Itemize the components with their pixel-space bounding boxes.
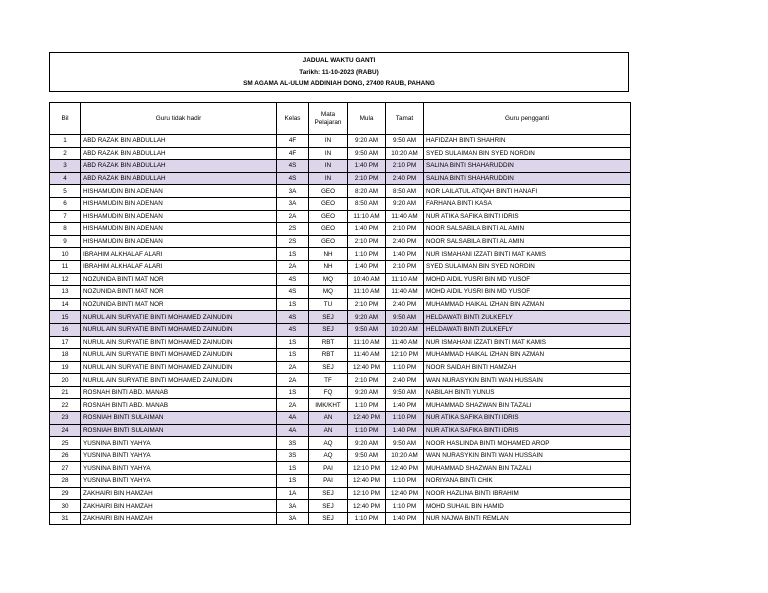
- cell-subject: TU: [309, 298, 348, 311]
- cell-start: 9:50 AM: [348, 323, 386, 336]
- cell-relief-teacher: NUR ATIKA SAFIKA BINTI IDRIS: [424, 412, 631, 425]
- cell-absent-teacher: ABD RAZAK BIN ABDULLAH: [81, 135, 277, 148]
- table-row: [50, 475, 631, 488]
- cell-subject: PAI: [309, 475, 348, 488]
- cell-end: 1:40 PM: [386, 248, 424, 261]
- table-row: [50, 147, 631, 160]
- cell-class: 3A: [277, 185, 309, 198]
- cell-bil: 20: [50, 374, 81, 387]
- cell-bil: 11: [50, 260, 81, 273]
- relief-table: [49, 102, 631, 525]
- cell-class: 4S: [277, 160, 309, 173]
- cell-start: 1:10 PM: [348, 399, 386, 412]
- cell-relief-teacher: NOOR SALSABILA BINTI AL AMIN: [424, 235, 631, 248]
- cell-class: 1S: [277, 462, 309, 475]
- cell-relief-teacher: HELDAWATI BINTI ZULKEFLY: [424, 311, 631, 324]
- cell-subject: IN: [309, 147, 348, 160]
- cell-start: 12:40 PM: [348, 500, 386, 513]
- cell-subject: SEJ: [309, 361, 348, 374]
- cell-absent-teacher: NOZUNIDA BINTI MAT NOR: [81, 273, 277, 286]
- cell-subject: RBT: [309, 336, 348, 349]
- cell-end: 2:40 PM: [386, 172, 424, 185]
- cell-relief-teacher: NUR NAJWA BINTI REMLAN: [424, 512, 631, 525]
- cell-absent-teacher: NOZUNIDA BINTI MAT NOR: [81, 286, 277, 299]
- cell-end: 1:40 PM: [386, 399, 424, 412]
- cell-start: 2:10 PM: [348, 172, 386, 185]
- cell-start: 8:50 AM: [348, 197, 386, 210]
- cell-class: 3A: [277, 500, 309, 513]
- cell-end: 1:10 PM: [386, 361, 424, 374]
- cell-absent-teacher: NURUL AIN SURYATIE BINTI MOHAMED ZAINUDIN: [81, 336, 277, 349]
- cell-end: 2:10 PM: [386, 260, 424, 273]
- cell-class: 1S: [277, 248, 309, 261]
- table-header-row: [50, 103, 631, 135]
- cell-end: 10:20 AM: [386, 449, 424, 462]
- cell-absent-teacher: NURUL AIN SURYATIE BINTI MOHAMED ZAINUDIN: [81, 349, 277, 362]
- cell-start: 12:10 PM: [348, 487, 386, 500]
- cell-relief-teacher: MUHAMMAD HAIKAL IZHAN BIN AZMAN: [424, 298, 631, 311]
- cell-subject: IMK/KHT: [309, 399, 348, 412]
- cell-bil: 18: [50, 349, 81, 362]
- cell-class: 1S: [277, 475, 309, 488]
- cell-end: 1:40 PM: [386, 512, 424, 525]
- cell-absent-teacher: ROSNIAH BINTI SULAIMAN: [81, 424, 277, 437]
- cell-relief-teacher: NOOR SAIDAH BINTI HAMZAH: [424, 361, 631, 374]
- cell-start: 1:40 PM: [348, 160, 386, 173]
- table-row: [50, 185, 631, 198]
- cell-end: 2:40 PM: [386, 298, 424, 311]
- cell-absent-teacher: IBRAHIM ALKHALAF ALARI: [81, 260, 277, 273]
- table-row: [50, 462, 631, 475]
- table-row: [50, 386, 631, 399]
- cell-end: 12:40 PM: [386, 462, 424, 475]
- cell-subject: GEO: [309, 185, 348, 198]
- cell-absent-teacher: ZAKHAIRI BIN HAMZAH: [81, 512, 277, 525]
- cell-bil: 21: [50, 386, 81, 399]
- cell-start: 1:10 PM: [348, 512, 386, 525]
- cell-start: 11:10 AM: [348, 336, 386, 349]
- cell-absent-teacher: HISHAMUDIN BIN ADENAN: [81, 210, 277, 223]
- table-row: [50, 298, 631, 311]
- cell-relief-teacher: MUHAMMAD SHAZWAN BIN TAZALI: [424, 399, 631, 412]
- cell-relief-teacher: NUR ISMAHANI IZZATI BINTI MAT KAMIS: [424, 336, 631, 349]
- cell-class: 2A: [277, 260, 309, 273]
- cell-relief-teacher: NOOR HASLINDA BINTI MOHAMED AROP: [424, 437, 631, 450]
- cell-subject: IN: [309, 172, 348, 185]
- table-row: [50, 500, 631, 513]
- cell-bil: 9: [50, 235, 81, 248]
- cell-subject: SEJ: [309, 512, 348, 525]
- cell-class: 3S: [277, 449, 309, 462]
- cell-class: 4S: [277, 323, 309, 336]
- cell-start: 9:20 AM: [348, 386, 386, 399]
- cell-absent-teacher: ABD RAZAK BIN ABDULLAH: [81, 147, 277, 160]
- cell-subject: SEJ: [309, 323, 348, 336]
- cell-bil: 23: [50, 412, 81, 425]
- cell-absent-teacher: ABD RAZAK BIN ABDULLAH: [81, 172, 277, 185]
- cell-relief-teacher: NUR ATIKA SAFIKA BINTI IDRIS: [424, 424, 631, 437]
- cell-class: 3A: [277, 197, 309, 210]
- cell-start: 9:50 AM: [348, 449, 386, 462]
- table-row: [50, 210, 631, 223]
- table-row: [50, 487, 631, 500]
- cell-absent-teacher: NURUL AIN SURYATIE BINTI MOHAMED ZAINUDIN: [81, 361, 277, 374]
- cell-end: 1:10 PM: [386, 412, 424, 425]
- cell-end: 9:20 AM: [386, 197, 424, 210]
- table-row: [50, 412, 631, 425]
- col-header-absent-teacher: Guru tidak hadir: [81, 103, 277, 135]
- cell-relief-teacher: WAN NURASYKIN BINTI WAN HUSSAIN: [424, 374, 631, 387]
- doc-title: JADUAL WAKTU GANTI: [302, 57, 376, 64]
- cell-relief-teacher: HELDAWATI BINTI ZULKEFLY: [424, 323, 631, 336]
- cell-subject: AQ: [309, 437, 348, 450]
- cell-bil: 26: [50, 449, 81, 462]
- cell-bil: 29: [50, 487, 81, 500]
- cell-end: 2:40 PM: [386, 374, 424, 387]
- table-row: [50, 235, 631, 248]
- table-row: [50, 160, 631, 173]
- cell-subject: SEJ: [309, 500, 348, 513]
- cell-bil: 28: [50, 475, 81, 488]
- table-row: [50, 424, 631, 437]
- table-row: [50, 349, 631, 362]
- cell-end: 11:10 AM: [386, 273, 424, 286]
- cell-start: 11:40 AM: [348, 349, 386, 362]
- cell-end: 2:40 PM: [386, 235, 424, 248]
- cell-bil: 24: [50, 424, 81, 437]
- cell-bil: 25: [50, 437, 81, 450]
- cell-subject: IN: [309, 135, 348, 148]
- cell-subject: MQ: [309, 273, 348, 286]
- cell-bil: 16: [50, 323, 81, 336]
- col-header-bil: Bil: [50, 103, 81, 135]
- cell-end: 1:10 PM: [386, 500, 424, 513]
- table-row: [50, 323, 631, 336]
- table-row: [50, 399, 631, 412]
- cell-absent-teacher: ZAKHAIRI BIN HAMZAH: [81, 500, 277, 513]
- table-row: [50, 512, 631, 525]
- cell-start: 1:40 PM: [348, 223, 386, 236]
- table-row: [50, 361, 631, 374]
- cell-absent-teacher: YUSNINA BINTI YAHYA: [81, 462, 277, 475]
- cell-start: 1:40 PM: [348, 260, 386, 273]
- cell-subject: GEO: [309, 223, 348, 236]
- cell-start: 9:50 AM: [348, 147, 386, 160]
- cell-end: 9:50 AM: [386, 386, 424, 399]
- cell-bil: 22: [50, 399, 81, 412]
- cell-absent-teacher: YUSNINA BINTI YAHYA: [81, 475, 277, 488]
- cell-bil: 4: [50, 172, 81, 185]
- cell-end: 2:10 PM: [386, 223, 424, 236]
- cell-class: 1S: [277, 386, 309, 399]
- cell-start: 2:10 PM: [348, 374, 386, 387]
- cell-start: 2:10 PM: [348, 235, 386, 248]
- table-row: [50, 197, 631, 210]
- cell-subject: GEO: [309, 235, 348, 248]
- table-row: [50, 223, 631, 236]
- cell-absent-teacher: NURUL AIN SURYATIE BINTI MOHAMED ZAINUDIN: [81, 374, 277, 387]
- cell-class: 1S: [277, 349, 309, 362]
- cell-end: 11:40 AM: [386, 286, 424, 299]
- cell-relief-teacher: SALINA BINTI SHAHARUDDIN: [424, 172, 631, 185]
- cell-subject: TF: [309, 374, 348, 387]
- cell-class: 4A: [277, 424, 309, 437]
- cell-subject: RBT: [309, 349, 348, 362]
- cell-relief-teacher: NORIYANA BINTI CHIK: [424, 475, 631, 488]
- cell-class: 2A: [277, 361, 309, 374]
- cell-class: 3S: [277, 437, 309, 450]
- cell-subject: PAI: [309, 462, 348, 475]
- cell-start: 12:40 PM: [348, 361, 386, 374]
- cell-subject: AQ: [309, 449, 348, 462]
- cell-start: 9:20 AM: [348, 311, 386, 324]
- cell-start: 12:10 PM: [348, 462, 386, 475]
- cell-end: 12:40 PM: [386, 487, 424, 500]
- table-row: [50, 374, 631, 387]
- cell-class: 1S: [277, 336, 309, 349]
- cell-end: 12:10 PM: [386, 349, 424, 362]
- table-row: [50, 437, 631, 450]
- col-header-class: Kelas: [277, 103, 309, 135]
- table-row: [50, 336, 631, 349]
- cell-class: 4S: [277, 286, 309, 299]
- cell-class: 2A: [277, 374, 309, 387]
- cell-class: 4F: [277, 147, 309, 160]
- cell-class: 4F: [277, 135, 309, 148]
- cell-subject: SEJ: [309, 487, 348, 500]
- col-header-end: Tamat: [386, 103, 424, 135]
- cell-subject: SEJ: [309, 311, 348, 324]
- cell-class: 4S: [277, 273, 309, 286]
- cell-bil: 30: [50, 500, 81, 513]
- cell-end: 8:50 AM: [386, 185, 424, 198]
- cell-relief-teacher: MUHAMMAD HAIKAL IZHAN BIN AZMAN: [424, 349, 631, 362]
- col-header-start: Mula: [348, 103, 386, 135]
- table-row: [50, 286, 631, 299]
- cell-start: 8:20 AM: [348, 185, 386, 198]
- cell-end: 11:40 AM: [386, 336, 424, 349]
- header-box: [49, 52, 629, 92]
- cell-subject: IN: [309, 160, 348, 173]
- cell-class: 1S: [277, 298, 309, 311]
- cell-relief-teacher: MOHD AIDIL YUSRI BIN MD YUSOF: [424, 286, 631, 299]
- cell-bil: 14: [50, 298, 81, 311]
- cell-start: 10:40 AM: [348, 273, 386, 286]
- cell-bil: 10: [50, 248, 81, 261]
- table-row: [50, 248, 631, 261]
- cell-end: 1:40 PM: [386, 424, 424, 437]
- cell-bil: 8: [50, 223, 81, 236]
- cell-class: 3A: [277, 512, 309, 525]
- table-row: [50, 449, 631, 462]
- cell-subject: AN: [309, 412, 348, 425]
- cell-class: 2A: [277, 399, 309, 412]
- cell-class: 2S: [277, 223, 309, 236]
- cell-absent-teacher: IBRAHIM ALKHALAF ALARI: [81, 248, 277, 261]
- cell-end: 2:10 PM: [386, 160, 424, 173]
- cell-relief-teacher: NOOR SALSABILA BINTI AL AMIN: [424, 223, 631, 236]
- table-row: [50, 260, 631, 273]
- cell-end: 9:50 AM: [386, 135, 424, 148]
- cell-absent-teacher: NURUL AIN SURYATIE BINTI MOHAMED ZAINUDIN: [81, 323, 277, 336]
- cell-start: 9:20 AM: [348, 437, 386, 450]
- cell-bil: 12: [50, 273, 81, 286]
- cell-start: 11:10 AM: [348, 286, 386, 299]
- cell-bil: 6: [50, 197, 81, 210]
- cell-class: 4S: [277, 172, 309, 185]
- cell-relief-teacher: NOOR HAZLINA BINTI IBRAHIM: [424, 487, 631, 500]
- cell-bil: 5: [50, 185, 81, 198]
- cell-absent-teacher: ABD RAZAK BIN ABDULLAH: [81, 160, 277, 173]
- cell-start: 1:10 PM: [348, 248, 386, 261]
- cell-absent-teacher: ZAKHAIRI BIN HAMZAH: [81, 487, 277, 500]
- cell-bil: 17: [50, 336, 81, 349]
- cell-subject: NH: [309, 248, 348, 261]
- cell-relief-teacher: SYED SULAIMAN BIN SYED NORDIN: [424, 260, 631, 273]
- cell-bil: 27: [50, 462, 81, 475]
- cell-absent-teacher: HISHAMUDIN BIN ADENAN: [81, 235, 277, 248]
- cell-start: 1:10 PM: [348, 424, 386, 437]
- school-name: SM AGAMA AL-ULUM ADDINIAH DONG, 27400 RAUB, PAHANG: [243, 80, 435, 87]
- col-header-subject: Mata Pelajaran: [309, 103, 348, 135]
- cell-start: 12:40 PM: [348, 475, 386, 488]
- cell-absent-teacher: ROSNAH BINTI ABD. MANAB: [81, 386, 277, 399]
- cell-subject: AN: [309, 424, 348, 437]
- cell-absent-teacher: NURUL AIN SURYATIE BINTI MOHAMED ZAINUDIN: [81, 311, 277, 324]
- cell-end: 10:20 AM: [386, 147, 424, 160]
- cell-absent-teacher: NOZUNIDA BINTI MAT NOR: [81, 298, 277, 311]
- cell-class: 2A: [277, 210, 309, 223]
- cell-class: 1A: [277, 487, 309, 500]
- cell-relief-teacher: NABILAH BINTI YUNUS: [424, 386, 631, 399]
- cell-subject: FQ: [309, 386, 348, 399]
- cell-absent-teacher: ROSNAH BINTI ABD. MANAB: [81, 399, 277, 412]
- cell-relief-teacher: HAFIDZAH BINTI SHAHRIN: [424, 135, 631, 148]
- cell-bil: 7: [50, 210, 81, 223]
- cell-subject: MQ: [309, 286, 348, 299]
- cell-end: 10:20 AM: [386, 323, 424, 336]
- cell-absent-teacher: YUSNINA BINTI YAHYA: [81, 437, 277, 450]
- cell-subject: NH: [309, 260, 348, 273]
- cell-class: 2S: [277, 235, 309, 248]
- cell-bil: 15: [50, 311, 81, 324]
- cell-class: 4A: [277, 412, 309, 425]
- cell-start: 2:10 PM: [348, 298, 386, 311]
- cell-bil: 31: [50, 512, 81, 525]
- cell-relief-teacher: MOHD SUHAIL BIN HAMID: [424, 500, 631, 513]
- table-row: [50, 273, 631, 286]
- cell-relief-teacher: NUR ISMAHANI IZZATI BINTI MAT KAMIS: [424, 248, 631, 261]
- table-row: [50, 135, 631, 148]
- cell-relief-teacher: NUR ATIKA SAFIKA BINTI IDRIS: [424, 210, 631, 223]
- cell-relief-teacher: WAN NURASYKIN BINTI WAN HUSSAIN: [424, 449, 631, 462]
- cell-end: 1:10 PM: [386, 475, 424, 488]
- cell-relief-teacher: SYED SULAIMAN BIN SYED NORDIN: [424, 147, 631, 160]
- table-row: [50, 172, 631, 185]
- cell-absent-teacher: ROSNIAH BINTI SULAIMAN: [81, 412, 277, 425]
- cell-subject: GEO: [309, 197, 348, 210]
- cell-relief-teacher: SALINA BINTI SHAHARUDDIN: [424, 160, 631, 173]
- cell-end: 9:50 AM: [386, 437, 424, 450]
- cell-bil: 1: [50, 135, 81, 148]
- cell-start: 11:10 AM: [348, 210, 386, 223]
- cell-end: 11:40 AM: [386, 210, 424, 223]
- cell-bil: 13: [50, 286, 81, 299]
- table-body: [50, 135, 631, 525]
- cell-absent-teacher: HISHAMUDIN BIN ADENAN: [81, 197, 277, 210]
- cell-absent-teacher: HISHAMUDIN BIN ADENAN: [81, 185, 277, 198]
- doc-date: Tarikh: 11-10-2023 (RABU): [299, 68, 379, 76]
- cell-bil: 3: [50, 160, 81, 173]
- cell-subject: GEO: [309, 210, 348, 223]
- cell-absent-teacher: HISHAMUDIN BIN ADENAN: [81, 223, 277, 236]
- cell-class: 4S: [277, 311, 309, 324]
- table-row: [50, 311, 631, 324]
- cell-start: 9:20 AM: [348, 135, 386, 148]
- cell-relief-teacher: NOR LAILATUL ATIQAH BINTI HANAFI: [424, 185, 631, 198]
- cell-relief-teacher: FARHANA BINTI KASA: [424, 197, 631, 210]
- cell-bil: 2: [50, 147, 81, 160]
- cell-relief-teacher: MUHAMMAD SHAZWAN BIN TAZALI: [424, 462, 631, 475]
- cell-start: 12:40 PM: [348, 412, 386, 425]
- cell-relief-teacher: MOHD AIDIL YUSRI BIN MD YUSOF: [424, 273, 631, 286]
- cell-bil: 19: [50, 361, 81, 374]
- col-header-relief-teacher: Guru pengganti: [424, 103, 631, 135]
- cell-absent-teacher: YUSNINA BINTI YAHYA: [81, 449, 277, 462]
- cell-end: 9:50 AM: [386, 311, 424, 324]
